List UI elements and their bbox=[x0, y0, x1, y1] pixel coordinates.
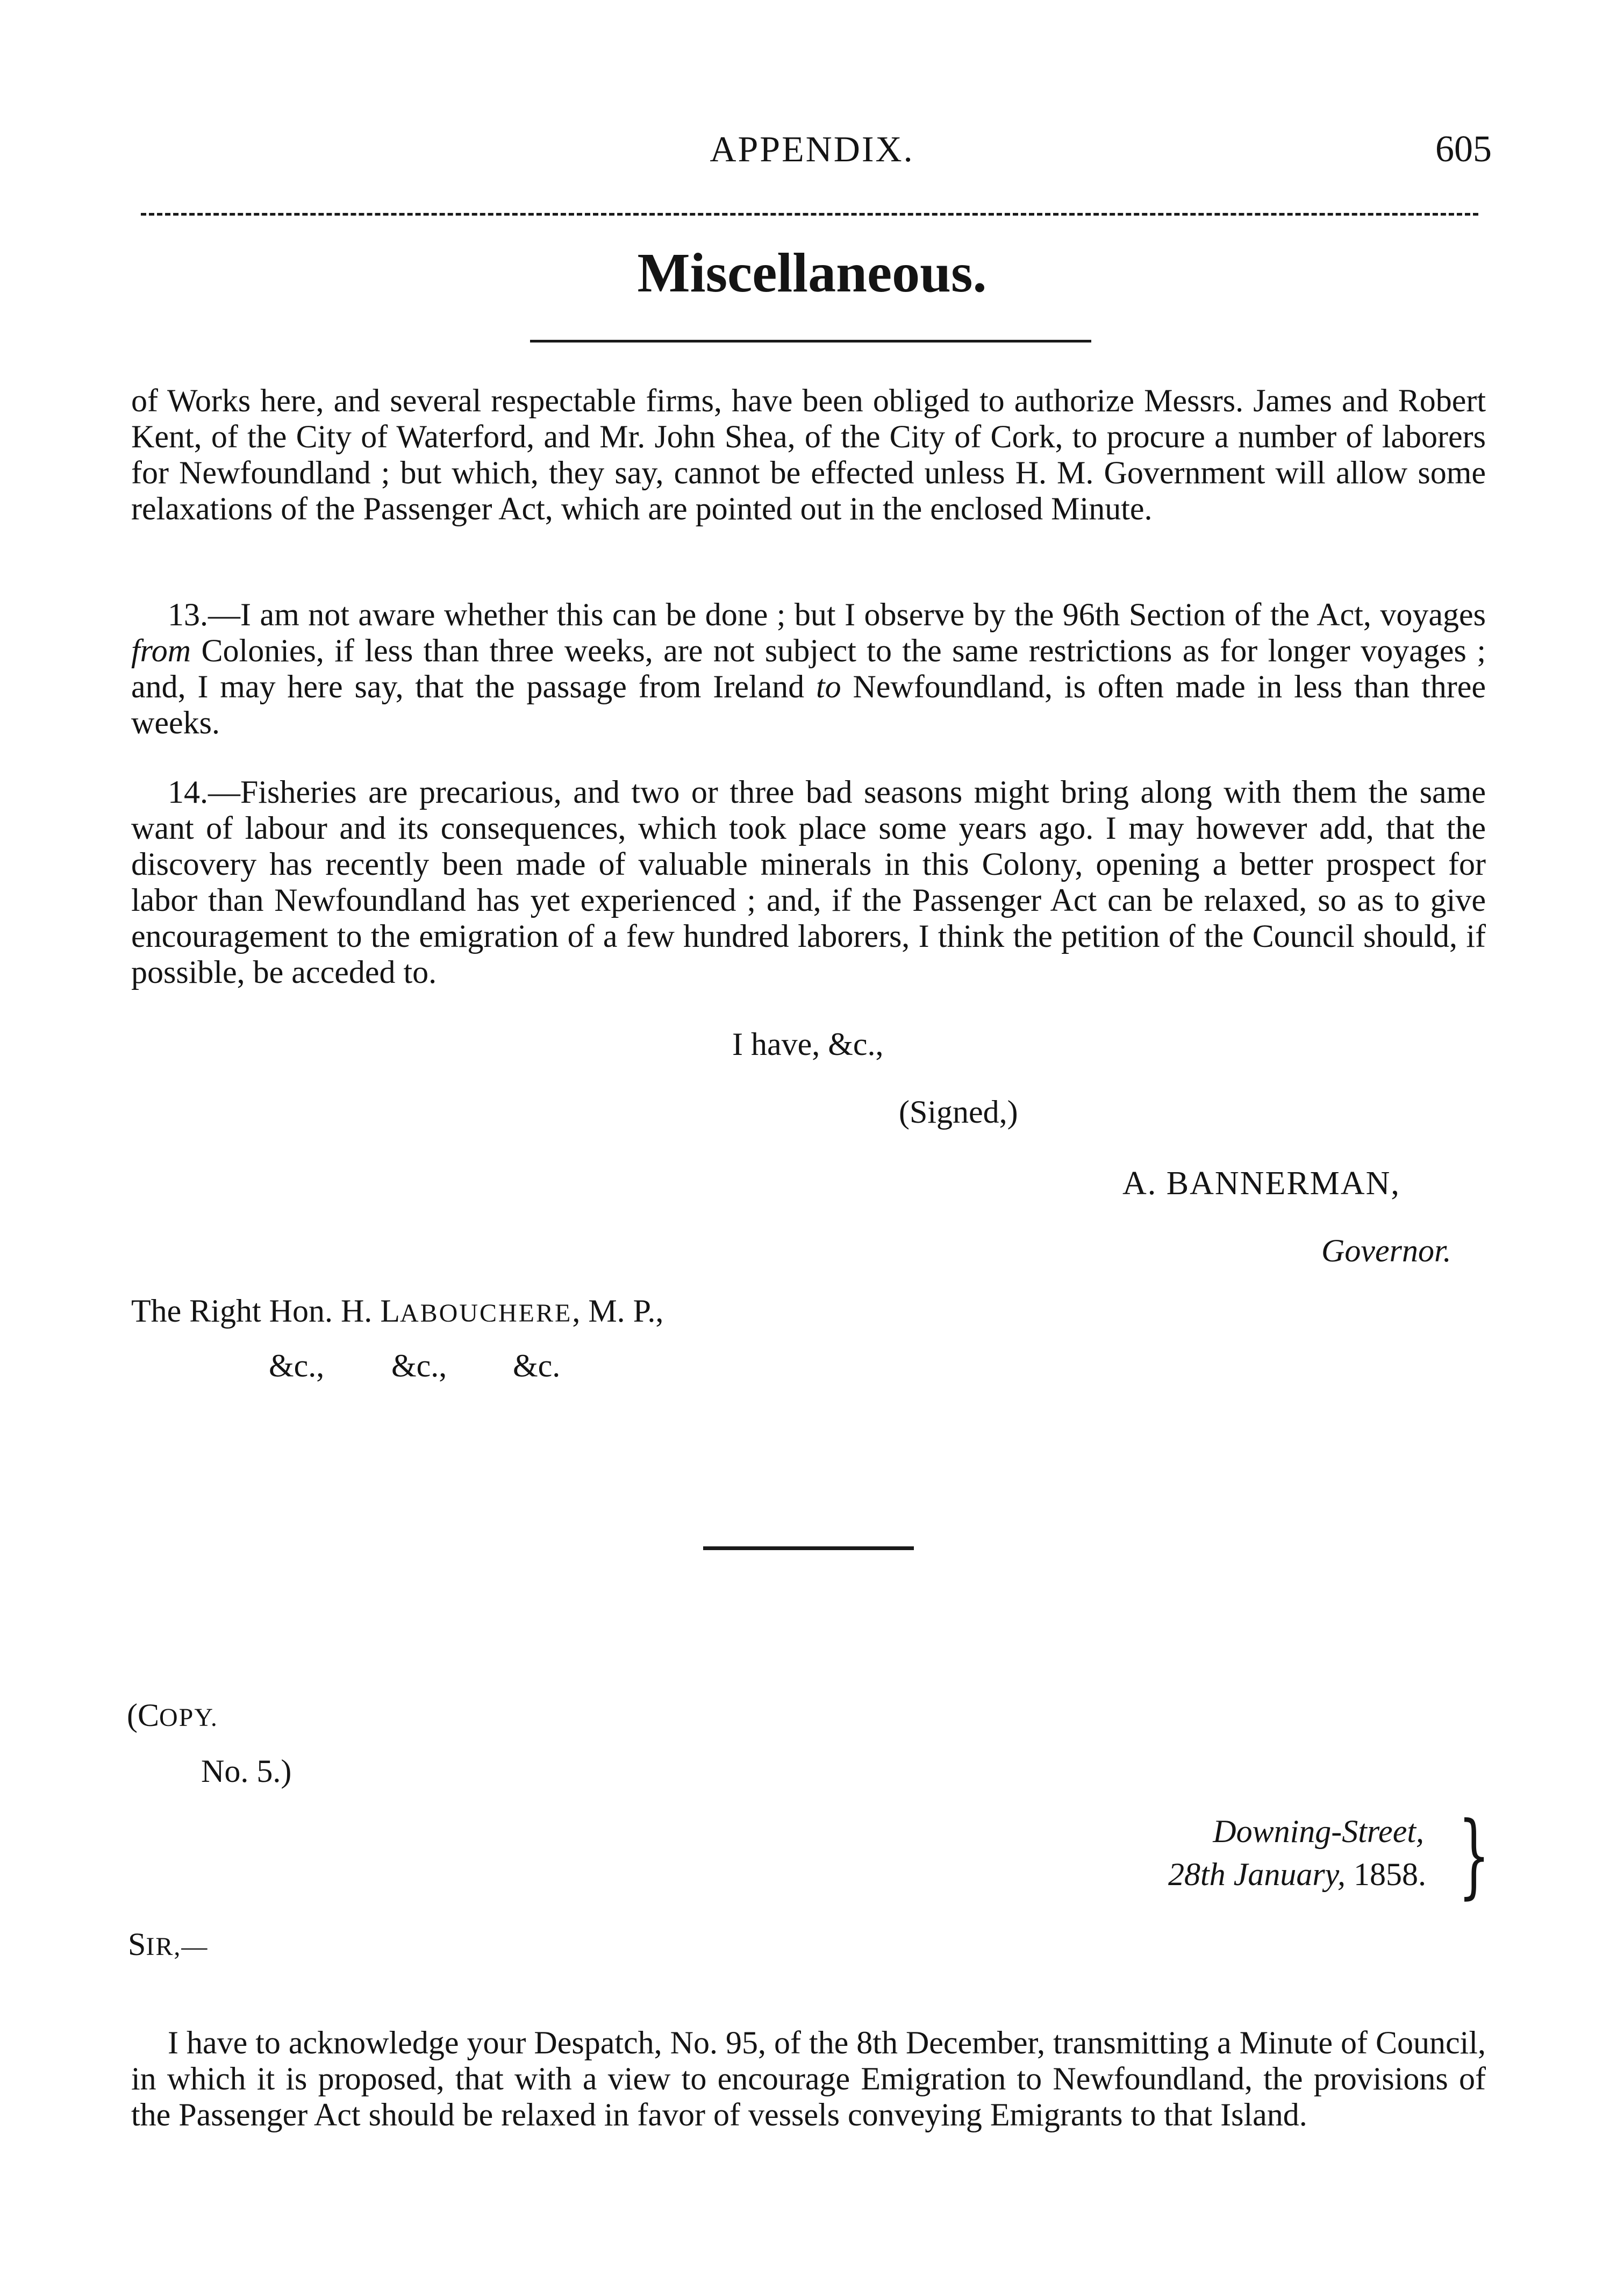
paragraph-continuation: of Works here, and several respectable firms, have been obliged to authorize Messrs. James and Robert Kent, of the City of Waterford, and Mr. John Shea, of the City of Cork, to procure a number of laborers for Newfoundland ; but which, they say, cannot be effected unless H. M. Government will allow some relaxations of the Passenger Act, which are pointed out in the enclosed Minute. bbox=[131, 383, 1486, 526]
copy-label-open: (C bbox=[127, 1697, 159, 1733]
recipient-etc-3: &c. bbox=[513, 1348, 561, 1383]
copy-label bbox=[127, 1697, 218, 1734]
salutation-rest: IR,— bbox=[146, 1932, 209, 1961]
dateline-place: Downing-Street, bbox=[1213, 1814, 1424, 1849]
copy-label-rest: OPY. bbox=[159, 1703, 218, 1732]
signatory-name: A. BANNERMAN, bbox=[1122, 1165, 1400, 1202]
page-number: 605 bbox=[1435, 129, 1492, 170]
dateline-day-month: 28th January, bbox=[1168, 1857, 1346, 1892]
paragraph-13-emphasis-to: to bbox=[815, 669, 841, 704]
salutation-initial: S bbox=[128, 1926, 146, 1962]
paragraph-14: 14.—Fisheries are precarious, and two or three bad seasons might bring along with them the same want of labour and its consequences, which took place some years ago. I may however add, that the discovery has recently been made of valuable minerals in this Colony, opening a better prospect for labor than Newfoundland has yet experienced ; and, if the Passenger Act can be relaxed, so as to give encouragement to the emigration of a few hundred laborers, I think the petition of the Council should, if possible, be acceded to. bbox=[131, 774, 1486, 990]
letter-body: I have to acknowledge your Despatch, No. 95, of the 8th December, transmitting a Minute of Council, in which it is proposed, that with a view to encourage Emigration to Newfoundland, the provisions of the Passenger Act should be relaxed in favor of vessels conveying Emigrants to that Island. bbox=[131, 2025, 1486, 2132]
header-rule bbox=[141, 213, 1478, 216]
closing-sign-off: I have, &c., bbox=[732, 1026, 884, 1062]
signatory-title: Governor. bbox=[1321, 1233, 1451, 1268]
recipient-prefix: The Right Hon. H. bbox=[131, 1293, 381, 1329]
signed-note: (Signed,) bbox=[899, 1094, 1018, 1130]
running-header: APPENDIX. bbox=[710, 129, 914, 169]
recipient-etc-2: &c., bbox=[391, 1348, 447, 1383]
recipient-surname-rest: ABOUCHERE bbox=[399, 1299, 573, 1328]
paragraph-13-end: Newfoundland, is often made in less than three weeks. bbox=[131, 669, 1486, 740]
paragraph-13 bbox=[131, 597, 1486, 741]
title-rule bbox=[530, 340, 1091, 343]
paragraph-13-emphasis-from: from bbox=[131, 633, 191, 668]
recipient-etc-1: &c., bbox=[269, 1348, 325, 1383]
salutation bbox=[128, 1926, 208, 1963]
section-separator bbox=[703, 1546, 914, 1550]
dateline-date bbox=[1168, 1856, 1426, 1893]
dateline-brace: } bbox=[1458, 1802, 1490, 1909]
recipient-suffix: , M. P., bbox=[572, 1293, 664, 1329]
paragraph-13-start: 13.—I am not aware whether this can be done ; but I observe by the 96th Section of the Act, voyages bbox=[168, 597, 1486, 632]
recipient-line bbox=[131, 1293, 663, 1330]
recipient-surname-initial: L bbox=[380, 1293, 400, 1329]
despatch-number: No. 5.) bbox=[201, 1753, 292, 1789]
section-title: Miscellaneous. bbox=[637, 242, 987, 304]
dateline-year: 1858. bbox=[1346, 1857, 1426, 1892]
paragraph-13-mid: Colonies, if less than three weeks, are not subject to the same restrictions as for longer voyages ; and, I may here say, that the passage from Ireland bbox=[131, 633, 1486, 704]
